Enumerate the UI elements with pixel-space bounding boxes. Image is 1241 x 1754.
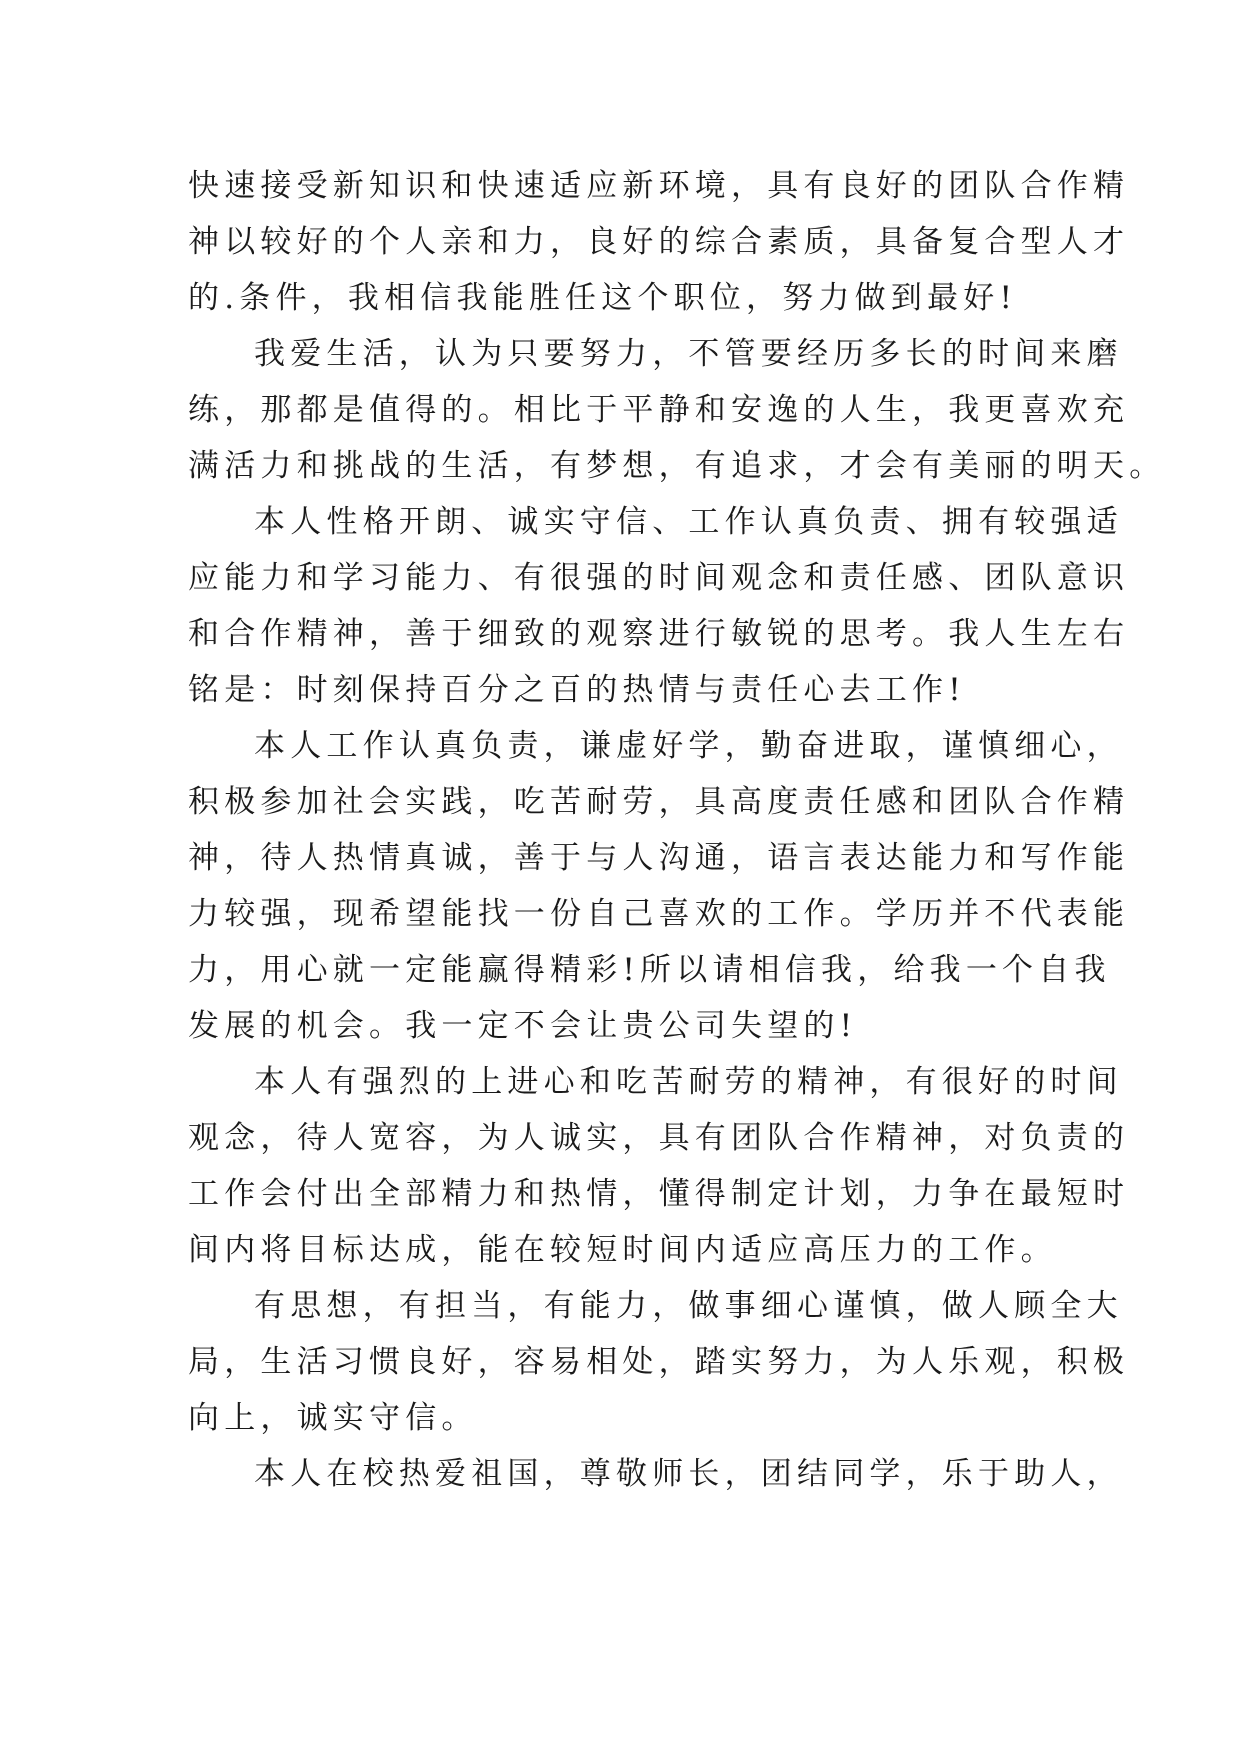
text-line: 工作会付出全部精力和热情，懂得制定计划，力争在最短时 bbox=[188, 1176, 1130, 1212]
text-line: 和合作精神，善于细致的观察进行敏锐的思考。我人生左右 bbox=[188, 616, 1130, 652]
text-line: 本人性格开朗、诚实守信、工作认真负责、拥有较强适 bbox=[254, 504, 1123, 540]
document-body bbox=[188, 158, 1166, 1502]
text-line: 快速接受新知识和快速适应新环境，具有良好的团队合作精 bbox=[188, 168, 1130, 204]
text-line: 练，那都是值得的。相比于平静和安逸的人生，我更喜欢充 bbox=[188, 392, 1130, 428]
text-line: 的.条件，我相信我能胜任这个职位，努力做到最好! bbox=[188, 280, 1018, 316]
paragraph-2 bbox=[188, 326, 1166, 494]
text-line: 本人有强烈的上进心和吃苦耐劳的精神，有很好的时间 bbox=[254, 1064, 1123, 1100]
text-line: 铭是：时刻保持百分之百的热情与责任心去工作! bbox=[188, 672, 966, 708]
paragraph-3 bbox=[188, 494, 1130, 718]
paragraph-7 bbox=[188, 1446, 1123, 1502]
text-line: 力较强，现希望能找一份自己喜欢的工作。学历并不代表能 bbox=[188, 896, 1130, 932]
text-line: 向上，诚实守信。 bbox=[188, 1400, 478, 1436]
text-line: 本人工作认真负责，谦虚好学，勤奋进取，谨慎细心， bbox=[254, 728, 1123, 764]
text-line: 我爱生活，认为只要努力，不管要经历多长的时间来磨 bbox=[254, 336, 1123, 372]
text-line: 应能力和学习能力、有很强的时间观念和责任感、团队意识 bbox=[188, 560, 1130, 596]
paragraph-1 bbox=[188, 158, 1130, 326]
text-line: 局，生活习惯良好，容易相处，踏实努力，为人乐观，积极 bbox=[188, 1344, 1130, 1380]
text-line: 神，待人热情真诚，善于与人沟通，语言表达能力和写作能 bbox=[188, 840, 1130, 876]
text-line: 积极参加社会实践，吃苦耐劳，具高度责任感和团队合作精 bbox=[188, 784, 1130, 820]
paragraph-5 bbox=[188, 1054, 1130, 1278]
text-line: 间内将目标达成，能在较短时间内适应高压力的工作。 bbox=[188, 1232, 1057, 1268]
paragraph-6 bbox=[188, 1278, 1130, 1446]
text-line: 发展的机会。我一定不会让贵公司失望的! bbox=[188, 1008, 858, 1044]
text-line: 神以较好的个人亲和力，良好的综合素质，具备复合型人才 bbox=[188, 224, 1130, 260]
text-line: 本人在校热爱祖国，尊敬师长，团结同学，乐于助人， bbox=[254, 1456, 1123, 1492]
text-line: 力，用心就一定能赢得精彩!所以请相信我，给我一个自我 bbox=[188, 952, 1111, 988]
text-line: 观念，待人宽容，为人诚实，具有团队合作精神，对负责的 bbox=[188, 1120, 1130, 1156]
text-line: 有思想，有担当，有能力，做事细心谨慎，做人顾全大 bbox=[254, 1288, 1123, 1324]
paragraph-4 bbox=[188, 718, 1130, 1054]
text-line: 满活力和挑战的生活，有梦想，有追求，才会有美丽的明天。 bbox=[188, 448, 1166, 484]
